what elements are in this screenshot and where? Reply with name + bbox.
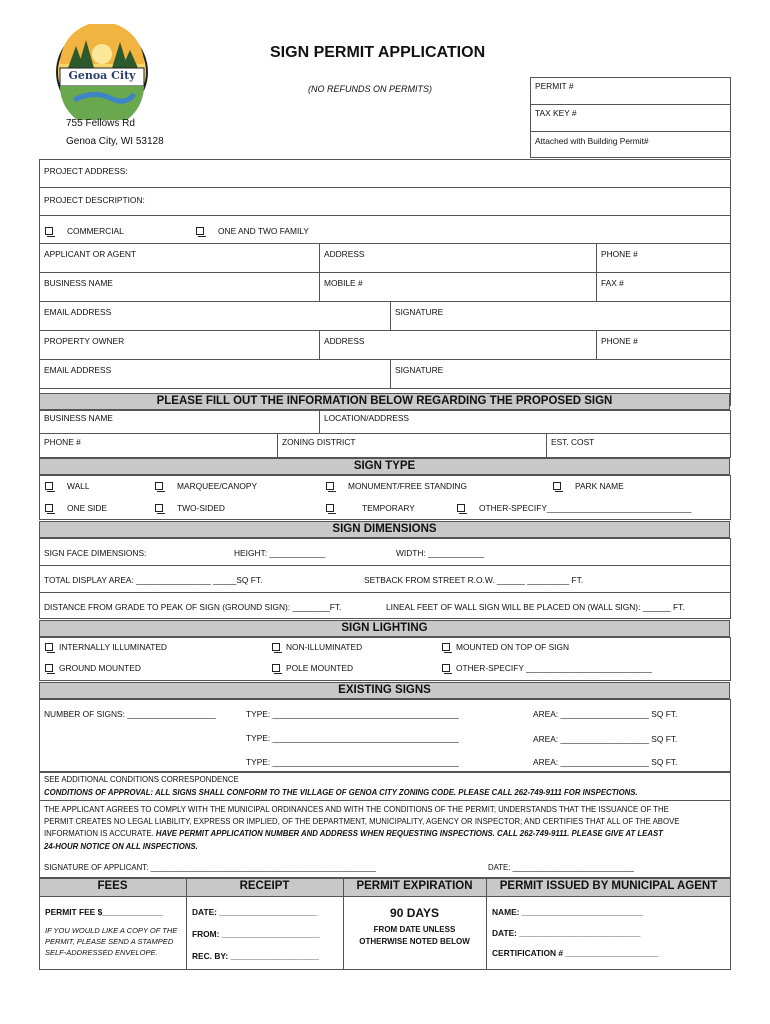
permit-issued-heading: PERMIT ISSUED BY MUNICIPAL AGENT: [499, 880, 718, 892]
from-date-unless: FROM DATE UNLESS: [373, 925, 456, 934]
fees-heading: FEES: [97, 880, 128, 892]
office-address-line1: 755 Fellows Rd: [66, 118, 135, 129]
park-name-label: PARK NAME: [575, 481, 624, 491]
form-title: SIGN PERMIT APPLICATION: [270, 44, 486, 61]
existing-area-2[interactable]: AREA: ___________________ SQ FT.: [533, 734, 678, 744]
applicant-email-field[interactable]: EMAIL ADDRESS: [44, 307, 112, 317]
existing-type-3[interactable]: TYPE: ________________________________________: [246, 757, 459, 767]
applicant-signature-line[interactable]: SIGNATURE OF APPLICANT: ____________________________________________________: [44, 863, 376, 872]
marquee-option[interactable]: [155, 481, 257, 491]
proposed-sign-heading: PLEASE FILL OUT THE INFORMATION BELOW REGARDING THE PROPOSED SIGN: [39, 393, 730, 410]
sign-dimensions-heading: SIGN DIMENSIONS: [39, 521, 730, 538]
logo-text: Genoa City: [68, 69, 136, 82]
agreement-line-1: THE APPLICANT AGREES TO COMPLY WITH THE MUNICIPAL ORDINANCES AND WITH THE CONDITIONS OF THE PERMIT; UNDERSTANDS THAT THE ISSUANCE OF THE: [44, 805, 669, 814]
monument-label: MONUMENT/FREE STANDING: [348, 481, 467, 491]
marquee-label: MARQUEE/CANOPY: [177, 481, 258, 491]
existing-type-2[interactable]: TYPE: ________________________________________: [246, 733, 459, 743]
applicant-phone-field[interactable]: PHONE #: [601, 249, 638, 259]
pole-mounted-checkbox[interactable]: [272, 664, 280, 672]
lineal-feet-field[interactable]: LINEAL FEET OF WALL SIGN WILL BE PLACED ON (WALL SIGN): ______ FT.: [386, 602, 685, 612]
commercial-checkbox[interactable]: [45, 227, 53, 235]
ninety-days: 90 DAYS: [390, 906, 439, 920]
agreement-accurate: INFORMATION IS ACCURATE.: [44, 829, 154, 838]
number-of-signs-field[interactable]: NUMBER OF SIGNS: ___________________: [44, 709, 216, 719]
receipt-heading: RECEIPT: [239, 880, 290, 892]
pole-mounted-label: POLE MOUNTED: [286, 663, 354, 673]
receipt-date-field[interactable]: DATE: _____________________: [192, 907, 318, 917]
one-two-family-label: ONE AND TWO FAMILY: [218, 226, 309, 236]
zoning-district-field[interactable]: ZONING DISTRICT: [282, 437, 356, 447]
park-name-checkbox[interactable]: [553, 482, 561, 490]
applicant-agent-field[interactable]: APPLICANT OR AGENT: [44, 249, 136, 259]
office-address-line2: Genoa City, WI 53128: [66, 136, 164, 147]
other-lighting-checkbox[interactable]: [442, 664, 450, 672]
copy-note-line2: PERMIT, PLEASE SEND A STAMPED: [45, 937, 174, 946]
applicant-business-name-field[interactable]: BUSINESS NAME: [44, 278, 113, 288]
applicant-signature-field[interactable]: SIGNATURE: [395, 307, 444, 317]
existing-area-1[interactable]: AREA: ___________________ SQ FT.: [533, 709, 678, 719]
wall-option[interactable]: [45, 481, 90, 491]
proposed-phone-field[interactable]: PHONE #: [44, 437, 81, 447]
property-owner-field[interactable]: PROPERTY OWNER: [44, 336, 125, 346]
owner-phone-field[interactable]: PHONE #: [601, 336, 638, 346]
applicant-fax-field[interactable]: FAX #: [601, 278, 624, 288]
other-lighting-option[interactable]: [442, 663, 652, 673]
applicant-mobile-field[interactable]: MOBILE #: [324, 278, 363, 288]
copy-note-line1: IF YOU WOULD LIKE A COPY OF THE: [45, 926, 178, 935]
existing-area-3[interactable]: AREA: ___________________ SQ FT.: [533, 757, 678, 767]
receipt-from-field[interactable]: FROM: _____________________: [192, 929, 320, 939]
mounted-top-checkbox[interactable]: [442, 643, 450, 651]
width-field[interactable]: WIDTH: ____________: [396, 548, 484, 558]
internal-option[interactable]: [45, 642, 167, 652]
non-illuminated-option[interactable]: [272, 642, 362, 652]
existing-type-1[interactable]: TYPE: ________________________________________: [246, 709, 459, 719]
marquee-checkbox[interactable]: [155, 482, 163, 490]
internal-checkbox[interactable]: [45, 643, 53, 651]
ground-mounted-option[interactable]: [45, 663, 141, 673]
grade-to-peak-field[interactable]: DISTANCE FROM GRADE TO PEAK OF SIGN (GROUND SIGN): ________FT.: [44, 602, 342, 612]
one-two-family-option[interactable]: [196, 226, 309, 236]
copy-note-line3: SELF-ADDRESSED ENVELOPE.: [45, 948, 158, 957]
existing-signs-heading: EXISTING SIGNS: [39, 682, 730, 699]
setback-field[interactable]: SETBACK FROM STREET R.O.W. ______ _________ FT.: [364, 575, 584, 585]
project-description-field[interactable]: PROJECT DESCRIPTION:: [44, 195, 145, 205]
see-additional-conditions: SEE ADDITIONAL CONDITIONS CORRESPONDENCE: [44, 775, 239, 784]
other-sign-type-option[interactable]: [457, 503, 691, 513]
agreement-line-2: PERMIT CREATES NO LEGAL LIABILITY, EXPRESS OR IMPLIED, OF THE DEPARTMENT, MUNICIPALITY, AGENCY OR INSPECTOR; AND CERTIFIES THAT ALL OF THE ABOVE: [44, 817, 680, 826]
permit-expiration-heading: PERMIT EXPIRATION: [356, 880, 473, 892]
tax-key-field[interactable]: TAX KEY #: [535, 108, 577, 118]
owner-address-field[interactable]: ADDRESS: [324, 336, 365, 346]
one-side-option[interactable]: [45, 503, 107, 513]
permit-number-field[interactable]: PERMIT #: [535, 81, 574, 91]
other-sign-type-checkbox[interactable]: [457, 504, 465, 512]
no-refunds-note: (NO REFUNDS ON PERMITS): [308, 84, 433, 94]
park-name-option[interactable]: [553, 481, 624, 491]
mounted-top-option[interactable]: [442, 642, 569, 652]
agreement-line-4: 24-HOUR NOTICE ON ALL INSPECTIONS.: [44, 842, 198, 851]
internal-label: INTERNALLY ILLUMINATED: [59, 642, 167, 652]
sign-lighting-heading: SIGN LIGHTING: [39, 620, 730, 637]
height-field[interactable]: HEIGHT: ____________: [234, 548, 326, 558]
sign-type-heading: SIGN TYPE: [39, 458, 730, 475]
non-illuminated-checkbox[interactable]: [272, 643, 280, 651]
commercial-label: COMMERCIAL: [67, 226, 124, 236]
conditions-of-approval: CONDITIONS OF APPROVAL: ALL SIGNS SHALL CONFORM TO THE VILLAGE OF GENOA CITY ZONING CODE. PLEASE CALL 262-749-9111 FOR INSPECTIONS.: [44, 788, 638, 797]
temporary-option[interactable]: [326, 503, 415, 513]
wall-checkbox[interactable]: [45, 482, 53, 490]
one-side-label: ONE SIDE: [67, 503, 108, 513]
attached-building-permit-field[interactable]: Attached with Building Permit#: [535, 136, 649, 146]
one-side-checkbox[interactable]: [45, 504, 53, 512]
issued-date-field[interactable]: DATE: __________________________: [492, 928, 641, 938]
receipt-rec-by-field[interactable]: REC. BY: ___________________: [192, 951, 319, 961]
certification-field[interactable]: CERTIFICATION # ____________________: [492, 948, 659, 958]
permit-fee-field[interactable]: PERMIT FEE $_____________: [45, 907, 163, 917]
ground-mounted-checkbox[interactable]: [45, 664, 53, 672]
two-sided-option[interactable]: [155, 503, 225, 513]
proposed-location-field[interactable]: LOCATION/ADDRESS: [324, 413, 410, 423]
est-cost-field[interactable]: EST. COST: [551, 437, 595, 447]
total-display-area-field[interactable]: TOTAL DISPLAY AREA: ________________ _____SQ FT.: [44, 575, 263, 585]
agreement-line-3: [44, 829, 663, 838]
other-lighting-label: OTHER-SPECIFY ___________________________: [456, 663, 652, 673]
wall-label: WALL: [67, 481, 90, 491]
proposed-business-name-field[interactable]: BUSINESS NAME: [44, 413, 113, 423]
otherwise-noted: OTHERWISE NOTED BELOW: [359, 937, 470, 946]
temporary-checkbox[interactable]: [326, 504, 334, 512]
monument-checkbox[interactable]: [326, 482, 334, 490]
signature-date-line[interactable]: DATE: ____________________________: [488, 863, 634, 872]
sign-face-dimensions-label: SIGN FACE DIMENSIONS:: [44, 548, 147, 558]
commercial-option[interactable]: [45, 226, 124, 236]
non-illuminated-label: NON-ILLUMINATED: [286, 642, 363, 652]
two-sided-label: TWO-SIDED: [177, 503, 225, 513]
mounted-top-label: MOUNTED ON TOP OF SIGN: [456, 642, 570, 652]
monument-option[interactable]: [326, 481, 467, 491]
one-two-family-checkbox[interactable]: [196, 227, 204, 235]
owner-signature-field[interactable]: SIGNATURE: [395, 365, 444, 375]
owner-email-field[interactable]: EMAIL ADDRESS: [44, 365, 112, 375]
ground-mounted-label: GROUND MOUNTED: [59, 663, 141, 673]
agreement-inspection-note: HAVE PERMIT APPLICATION NUMBER AND ADDRESS WHEN REQUESTING INSPECTIONS. CALL 262-749-9111. PLEASE GIVE AT LEAST: [155, 829, 663, 838]
applicant-address-field[interactable]: ADDRESS: [324, 249, 365, 259]
other-sign-type-label: OTHER-SPECIFY_______________________________: [479, 503, 692, 513]
project-address-field[interactable]: PROJECT ADDRESS:: [44, 166, 128, 176]
genoa-city-logo: [54, 24, 150, 120]
pole-mounted-option[interactable]: [272, 663, 353, 673]
issued-name-field[interactable]: NAME: __________________________: [492, 907, 643, 917]
temporary-label: TEMPORARY: [362, 503, 415, 513]
two-sided-checkbox[interactable]: [155, 504, 163, 512]
